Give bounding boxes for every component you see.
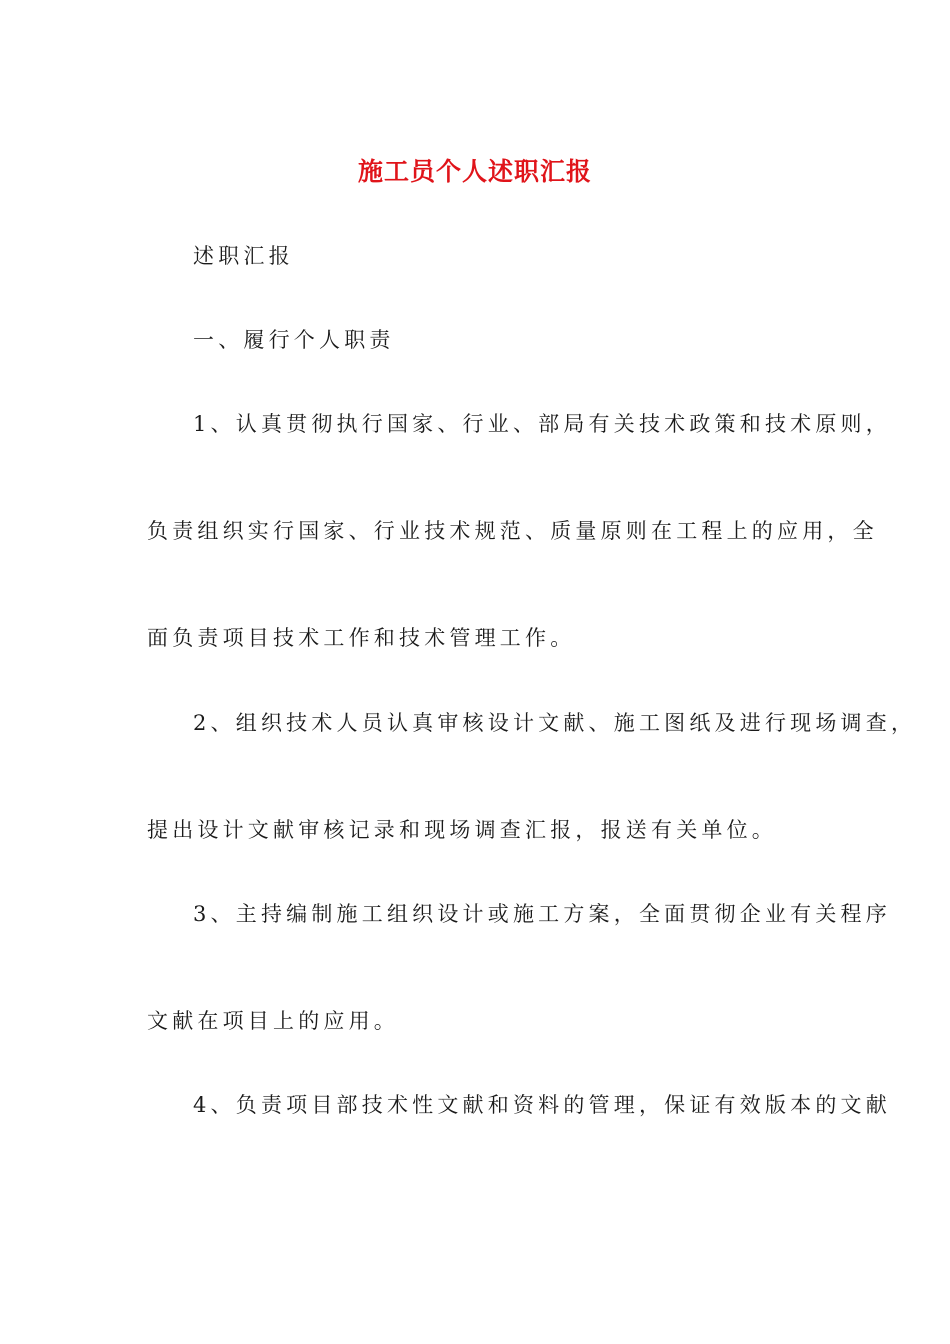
- document-title: 施工员个人述职汇报: [357, 157, 592, 186]
- text-line: 3、主持编制施工组织设计或施工方案，全面贯彻企业有关程序: [193, 902, 891, 926]
- text-line: 2、组织技术人员认真审核设计文献、施工图纸及进行现场调查，: [193, 711, 917, 735]
- text-line: 4、负责项目部技术性文献和资料的管理，保证有效版本的文献: [193, 1093, 891, 1117]
- text-line: 面负责项目技术工作和技术管理工作。: [147, 626, 576, 650]
- text-line: 提出设计文献审核记录和现场调查汇报，报送有关单位。: [147, 818, 777, 842]
- text-line: 文献在项目上的应用。: [147, 1009, 399, 1033]
- text-line-heading: 述职汇报: [193, 244, 294, 268]
- text-line: 1、认真贯彻执行国家、行业、部局有关技术政策和技术原则，: [193, 412, 891, 436]
- text-line-section-heading: 一、履行个人职责: [193, 328, 395, 352]
- text-line: 负责组织实行国家、行业技术规范、质量原则在工程上的应用，全: [147, 519, 878, 543]
